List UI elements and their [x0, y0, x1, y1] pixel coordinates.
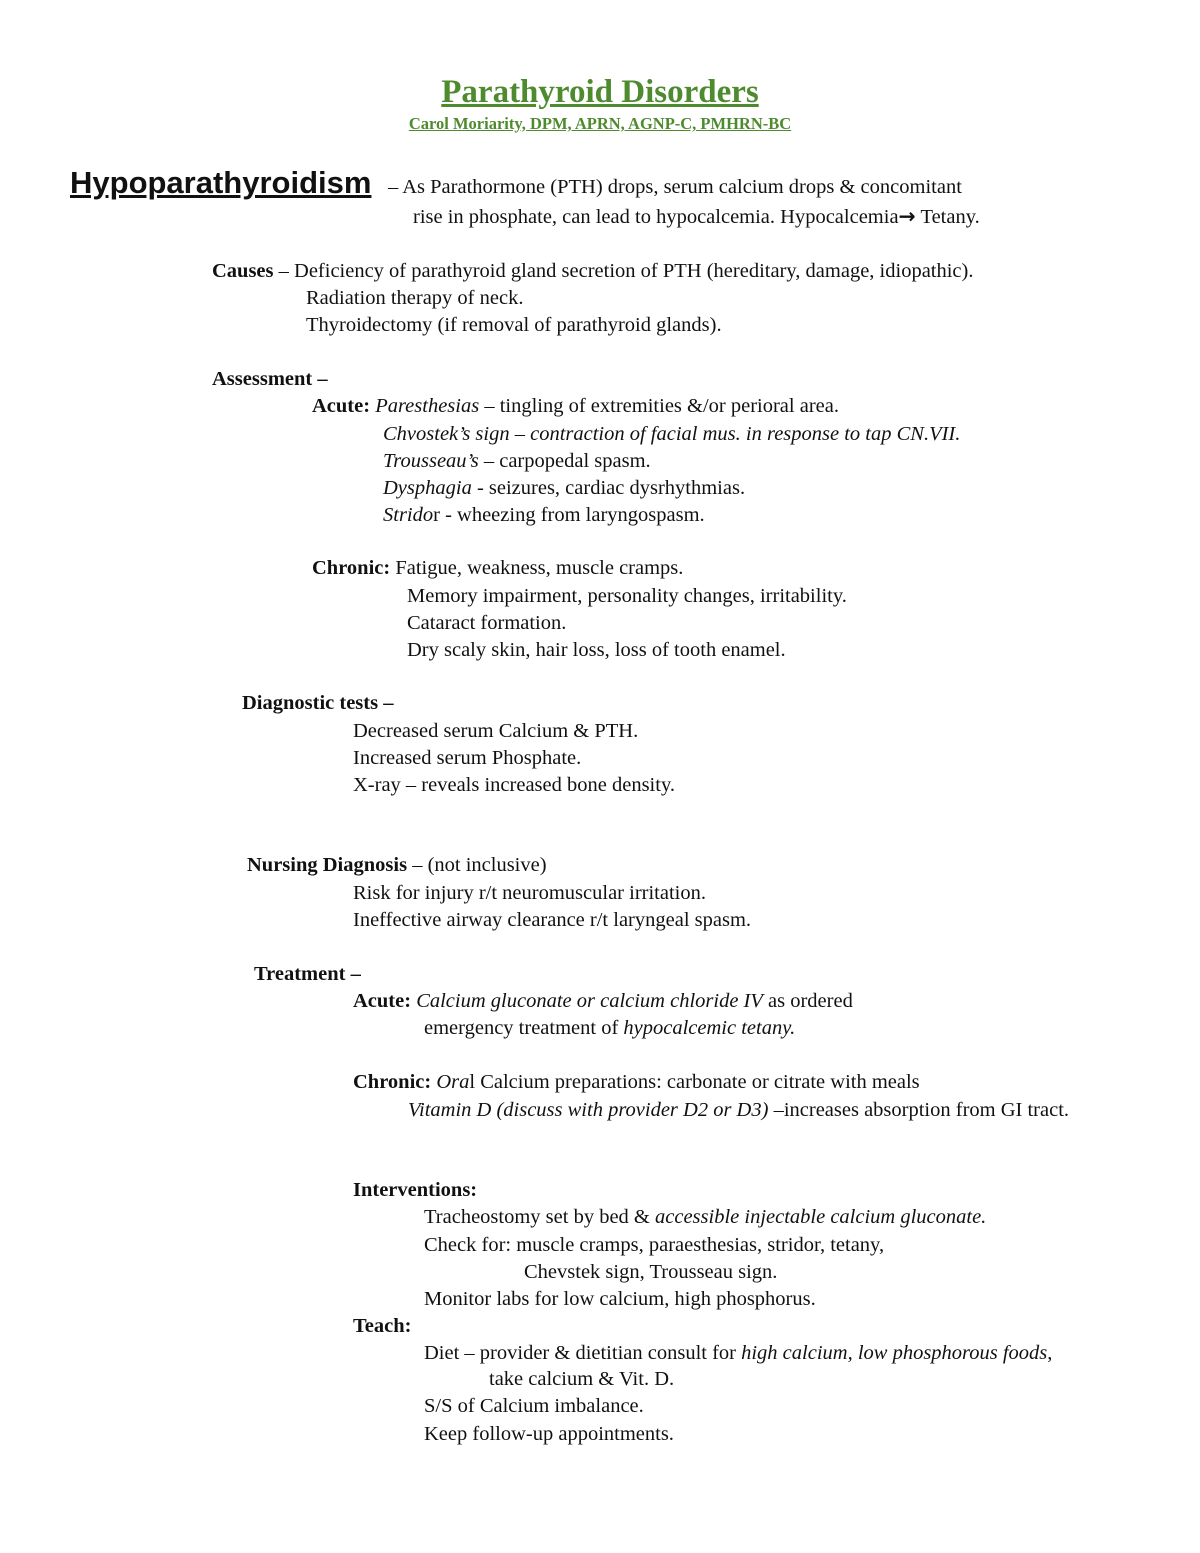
- document-title: Parathyroid Disorders: [441, 74, 759, 110]
- assessment-acute-line-1: [312, 394, 839, 418]
- nursing-suffix: – (not inclusive): [407, 854, 547, 876]
- teach-line-4: Keep follow-up appointments.: [424, 1423, 674, 1445]
- teach-italic-1: high calcium, low phosphorous foods: [741, 1342, 1048, 1364]
- right-arrow-icon: →: [898, 204, 916, 228]
- assessment-label: Assessment –: [212, 368, 328, 390]
- treatment-acute-line-1: [353, 989, 853, 1013]
- causes-text-1: – Deficiency of parathyroid gland secretion of PTH (hereditary, damage, idiopathic).: [273, 260, 974, 282]
- chronic-item-3: Cataract formation.: [407, 612, 567, 634]
- treatment-label: Treatment –: [254, 963, 361, 985]
- chronic-line-1: [312, 556, 683, 580]
- treatment-chronic-rest: l Calcium preparations: carbonate or citrate with meals: [469, 1071, 920, 1093]
- treatment-chronic-line-2: [408, 1098, 1069, 1122]
- document-author: Carol Moriarity, DPM, APRN, AGNP-C, PMHRN-BC: [408, 114, 792, 133]
- teach-line-3: S/S of Calcium imbalance.: [424, 1395, 644, 1417]
- treatment-acute-line-2: [424, 1016, 795, 1040]
- chronic-item-2: Memory impairment, personality changes, irritability.: [407, 585, 847, 607]
- teach-label: Teach:: [353, 1315, 412, 1337]
- acute-rest-3: – carpopedal spasm.: [478, 450, 651, 472]
- diagnostic-item-2: Increased serum Phosphate.: [353, 747, 582, 769]
- treatment-chronic-line-1: [353, 1070, 920, 1094]
- interventions-line-3: Chevstek sign, Trousseau sign.: [524, 1261, 778, 1283]
- treatment-acute-italic: Calcium gluconate or calcium chloride IV: [411, 990, 763, 1012]
- acute-rest-5: r - wheezing from laryngospasm.: [433, 504, 705, 526]
- treatment-chronic-italic-2: Vitamin D (discuss with provider D2 or D3): [408, 1099, 769, 1121]
- nursing-line-1: [247, 853, 547, 877]
- causes-line-1: [212, 259, 973, 283]
- acute-line-5: [383, 503, 705, 527]
- treatment-acute-italic-2: hypocalcemic tetany.: [623, 1017, 796, 1039]
- interventions-italic-1: accessible injectable calcium gluconate.: [655, 1206, 987, 1228]
- acute-rest-1: – tingling of extremities &/or perioral area.: [479, 395, 839, 417]
- nursing-item-2: Ineffective airway clearance r/t laryngeal spasm.: [353, 909, 752, 931]
- acute-term-3: Trousseau’s: [383, 450, 479, 472]
- intro-line-1: [388, 175, 962, 199]
- intro-text-3: Tetany.: [915, 206, 980, 228]
- treatment-acute-label: Acute:: [353, 990, 412, 1012]
- treatment-acute-rest: as ordered: [762, 990, 853, 1012]
- diagnostic-item-3: X-ray – reveals increased bone density.: [353, 774, 675, 796]
- intro-text-1: – As Parathormone (PTH) drops, serum calcium drops & concomitant: [388, 176, 962, 198]
- chronic-item-4: Dry scaly skin, hair loss, loss of tooth enamel.: [407, 639, 786, 661]
- acute-term-5: Strido: [383, 504, 434, 526]
- treatment-chronic-label: Chronic:: [353, 1071, 432, 1093]
- causes-label: Causes: [212, 260, 274, 282]
- acute-line-2: Chvostek’s sign – contraction of facial mus. in response to tap CN.VII.: [383, 423, 961, 445]
- acute-term-4: Dysphagia: [383, 477, 472, 499]
- teach-text-1: Diet – provider & dietitian consult for: [424, 1342, 742, 1364]
- nursing-item-1: Risk for injury r/t neuromuscular irritation.: [353, 882, 706, 904]
- causes-line-3: Thyroidectomy (if removal of parathyroid glands).: [306, 314, 722, 336]
- acute-line-4: [383, 476, 745, 500]
- section-heading: Hypoparathyroidism: [70, 165, 372, 200]
- teach-line-1: [424, 1341, 1052, 1365]
- chronic-label: Chronic:: [312, 557, 391, 579]
- interventions-line-4: Monitor labs for low calcium, high phosphorus.: [424, 1288, 816, 1310]
- intro-line-2: [413, 204, 980, 229]
- diagnostic-label: Diagnostic tests –: [242, 692, 394, 714]
- treatment-acute-text-2: emergency treatment of: [424, 1017, 624, 1039]
- treatment-chronic-italic: Ora: [431, 1071, 470, 1093]
- interventions-line-1: [424, 1205, 986, 1229]
- acute-term-1: Paresthesias: [375, 395, 480, 417]
- causes-line-2: Radiation therapy of neck.: [306, 287, 524, 309]
- teach-line-2: take calcium & Vit. D.: [489, 1368, 675, 1390]
- nursing-label: Nursing Diagnosis: [247, 854, 408, 876]
- teach-text-1b: ,: [1047, 1342, 1053, 1364]
- acute-line-3: [383, 449, 651, 473]
- diagnostic-item-1: Decreased serum Calcium & PTH.: [353, 720, 639, 742]
- intro-text-2: rise in phosphate, can lead to hypocalcemia. Hypocalcemia: [413, 206, 899, 228]
- chronic-item-1: Fatigue, weakness, muscle cramps.: [390, 557, 684, 579]
- acute-rest-4: - seizures, cardiac dysrhythmias.: [471, 477, 746, 499]
- treatment-chronic-rest-2: –increases absorption from GI tract.: [768, 1099, 1070, 1121]
- acute-label: Acute:: [312, 395, 371, 417]
- interventions-label: Interventions:: [353, 1179, 478, 1201]
- interventions-text-1: Tracheostomy set by bed &: [424, 1206, 655, 1228]
- interventions-line-2: Check for: muscle cramps, paraesthesias, stridor, tetany,: [424, 1234, 885, 1256]
